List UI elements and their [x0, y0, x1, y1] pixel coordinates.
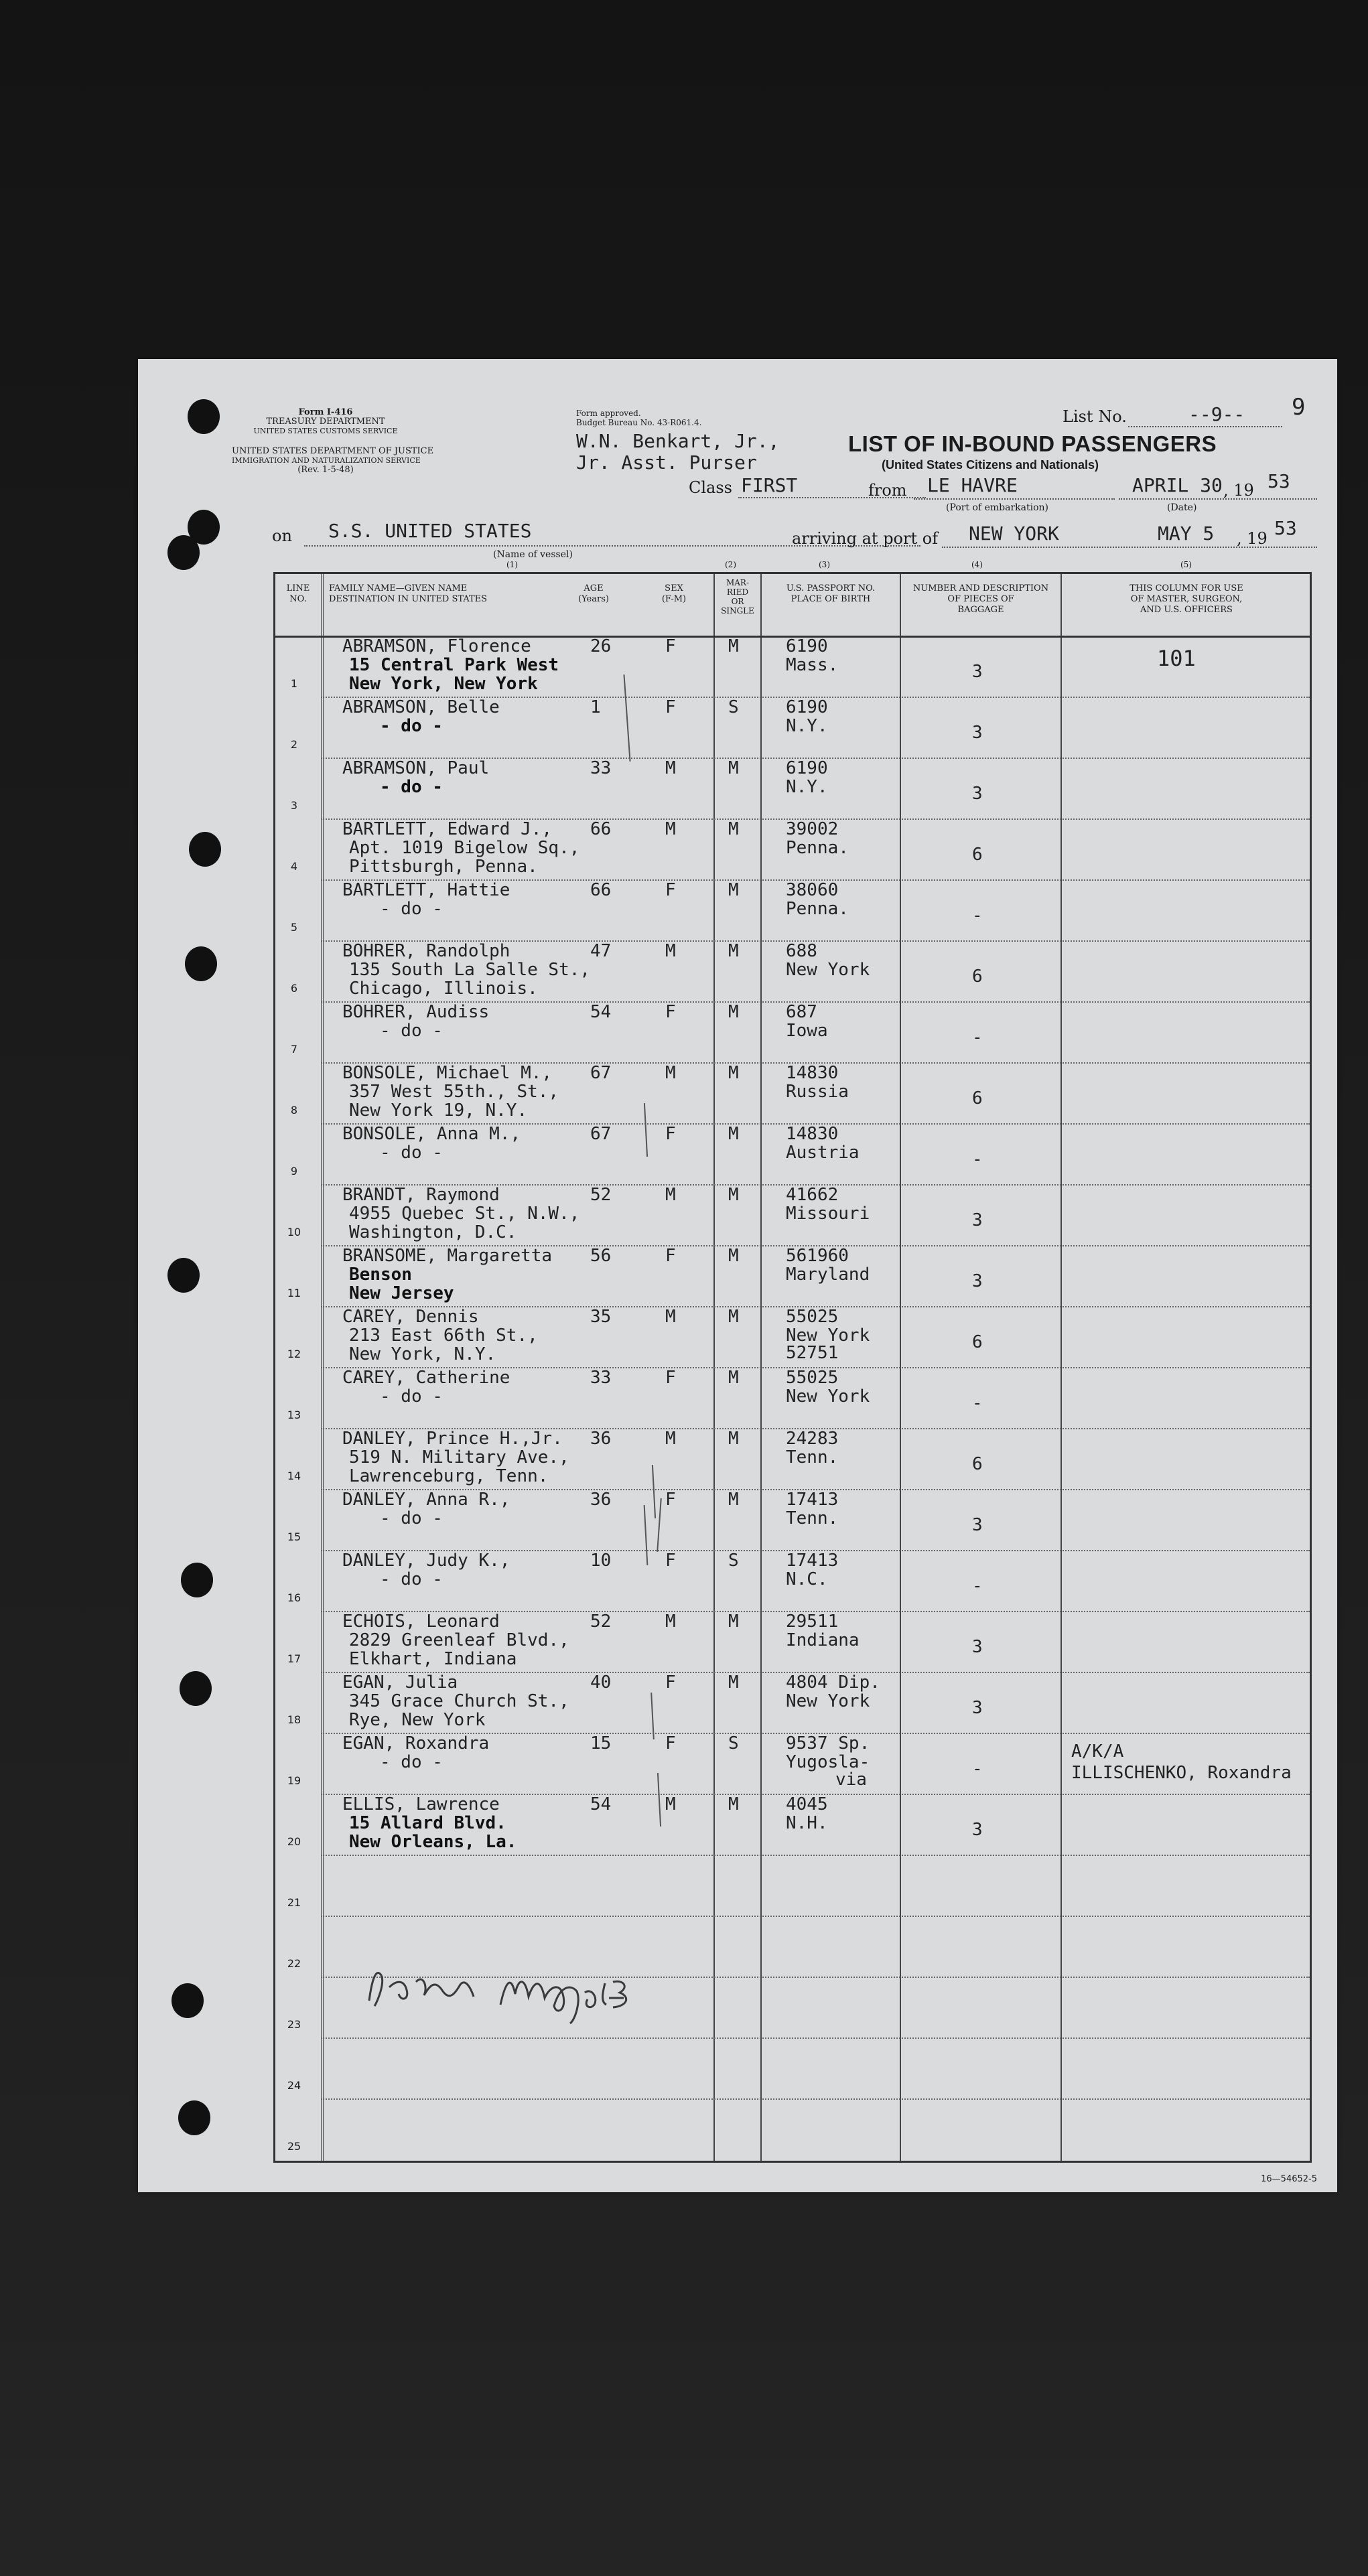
- punch-hole: [181, 1563, 213, 1597]
- passport-number: 38060: [786, 880, 839, 900]
- destination-line-1: - do -: [380, 1386, 443, 1407]
- punch-hole: [178, 2100, 210, 2135]
- passenger-age: 33: [590, 1368, 612, 1388]
- line-number: 11: [287, 1287, 301, 1299]
- passenger-sex: F: [665, 697, 676, 717]
- passport-number: 39002: [786, 819, 839, 839]
- marital-status: M: [728, 1002, 739, 1022]
- destination-line-2: New York, New York: [349, 674, 538, 694]
- dept-ins: IMMIGRATION AND NATURALIZATION SERVICE: [232, 456, 421, 465]
- arrival-year-prefix: , 19: [1237, 529, 1268, 548]
- arriving-label: arriving at port of: [792, 529, 939, 548]
- header-baggage: NUMBER AND DESCRIPTION OF PIECES OF BAGGAGE: [912, 583, 1049, 615]
- passenger-name: DANLEY, Prince H.,Jr.: [342, 1429, 563, 1449]
- passenger-age: 54: [590, 1002, 612, 1022]
- marital-status: M: [728, 1612, 739, 1632]
- manifest-sheet: [138, 359, 1337, 2192]
- passenger-sex: F: [665, 1672, 676, 1693]
- baggage-count: -: [972, 906, 983, 926]
- passenger-age: 15: [590, 1733, 612, 1754]
- passport-number: 17413: [786, 1490, 839, 1510]
- page-number: 9: [1292, 394, 1306, 421]
- baggage-count: 3: [972, 1271, 983, 1291]
- passenger-sex: F: [665, 880, 676, 900]
- place-of-birth: Tenn.: [786, 1447, 839, 1468]
- passenger-name: CAREY, Catherine: [342, 1368, 510, 1388]
- passenger-age: 35: [590, 1307, 612, 1327]
- baggage-count: -: [972, 1149, 983, 1169]
- passport-number: 29511: [786, 1612, 839, 1632]
- passenger-sex: F: [665, 1733, 676, 1754]
- place-of-birth: Iowa: [786, 1021, 828, 1041]
- passenger-sex: F: [665, 1551, 676, 1571]
- passenger-sex: F: [665, 1490, 676, 1510]
- list-no-label: List No.: [1063, 407, 1127, 426]
- place-of-birth: Russia: [786, 1082, 849, 1102]
- marital-status: M: [728, 1429, 739, 1449]
- passenger-age: 47: [590, 941, 612, 961]
- passenger-name: BRANSOME, Margaretta: [342, 1246, 553, 1266]
- passenger-age: 33: [590, 758, 612, 778]
- line-number: 17: [287, 1652, 301, 1665]
- passport-number: 6190: [786, 697, 828, 717]
- passenger-age: 52: [590, 1612, 612, 1632]
- line-number: 13: [287, 1409, 301, 1421]
- line-number: 22: [287, 1957, 301, 1970]
- passport-number: 4804 Dip.: [786, 1672, 880, 1693]
- line-number: 8: [290, 1104, 298, 1117]
- passenger-sex: M: [665, 1794, 676, 1814]
- line-number: 21: [287, 1896, 301, 1909]
- destination-line-1: 519 N. Military Ave.,: [349, 1447, 569, 1468]
- col2-caption: (2): [725, 560, 736, 569]
- line-number: 18: [287, 1713, 301, 1726]
- passport-number: 41662: [786, 1185, 839, 1205]
- arrival-date: MAY 5: [1158, 522, 1215, 545]
- destination-line-1: 357 West 55th., St.,: [349, 1082, 559, 1102]
- passport-number: 55025: [786, 1307, 839, 1327]
- place-of-birth-line-2: 52751: [786, 1343, 839, 1363]
- budget-bureau: Budget Bureau No. 43-R061.4.: [576, 418, 702, 427]
- form-id: Form I-416: [298, 407, 353, 417]
- place-of-birth: Penna.: [786, 838, 849, 858]
- passport-number: 4045: [786, 1794, 828, 1814]
- marital-status: S: [728, 1551, 739, 1571]
- passenger-name: BOHRER, Audiss: [342, 1002, 490, 1022]
- header-age: AGE (Years): [578, 583, 609, 604]
- destination-line-1: 15 Allard Blvd.: [349, 1813, 506, 1833]
- purser-name: W.N. Benkart, Jr.,: [576, 430, 780, 452]
- passenger-age: 67: [590, 1063, 612, 1083]
- class-label: Class: [689, 478, 732, 497]
- baggage-count: 3: [972, 1820, 983, 1840]
- destination-line-1: 345 Grace Church St.,: [349, 1691, 569, 1711]
- passport-number: 561960: [786, 1246, 849, 1266]
- header-officers: THIS COLUMN FOR USE OF MASTER, SURGEON, AND U.S. OFFICERS: [1130, 583, 1243, 615]
- passenger-sex: M: [665, 1429, 676, 1449]
- col3-caption: (3): [819, 560, 830, 569]
- marital-status: M: [728, 819, 739, 839]
- destination-line-2: Rye, New York: [349, 1710, 486, 1730]
- passenger-age: 54: [590, 1794, 612, 1814]
- marital-status: S: [728, 1733, 739, 1754]
- destination-line-1: - do -: [380, 777, 443, 797]
- dept-customs: UNITED STATES CUSTOMS SERVICE: [253, 427, 398, 435]
- line-number: 25: [287, 2140, 301, 2153]
- punch-hole: [188, 399, 220, 434]
- destination-line-2: Chicago, Illinois.: [349, 979, 538, 999]
- passport-number: 6190: [786, 758, 828, 778]
- passenger-age: 36: [590, 1429, 612, 1449]
- punch-hole: [167, 1258, 200, 1293]
- line-number: 7: [290, 1043, 298, 1056]
- marital-status: S: [728, 697, 739, 717]
- on-label: on: [272, 526, 292, 545]
- place-of-birth: N.H.: [786, 1813, 828, 1833]
- baggage-count: 6: [972, 1088, 983, 1108]
- passenger-name: EGAN, Roxandra: [342, 1733, 490, 1754]
- passenger-name: ABRAMSON, Florence: [342, 636, 531, 656]
- line-number: 10: [287, 1226, 301, 1238]
- dept-justice: UNITED STATES DEPARTMENT OF JUSTICE: [232, 446, 434, 456]
- destination-line-1: - do -: [380, 1569, 443, 1589]
- header-line-no: LINE NO.: [286, 583, 310, 604]
- baggage-count: 3: [972, 723, 983, 743]
- port-embark-caption: (Port of embarkation): [946, 502, 1048, 513]
- officer-note: A/K/A: [1071, 1741, 1124, 1762]
- passenger-sex: M: [665, 1612, 676, 1632]
- punch-hole: [180, 1671, 212, 1706]
- passport-number: 688: [786, 941, 817, 961]
- passenger-age: 1: [590, 697, 601, 717]
- line-number: 15: [287, 1530, 301, 1543]
- passenger-age: 40: [590, 1672, 612, 1693]
- passport-number: 55025: [786, 1368, 839, 1388]
- marital-status: M: [728, 1672, 739, 1693]
- passport-number: 14830: [786, 1063, 839, 1083]
- passenger-sex: M: [665, 758, 676, 778]
- destination-line-1: - do -: [380, 899, 443, 919]
- baggage-count: 3: [972, 1637, 983, 1657]
- passenger-sex: M: [665, 1185, 676, 1205]
- passenger-age: 10: [590, 1551, 612, 1571]
- place-of-birth: Austria: [786, 1143, 860, 1163]
- passport-number: 9537 Sp.: [786, 1733, 870, 1754]
- line-number: 9: [290, 1165, 298, 1177]
- col1-caption: (1): [506, 560, 518, 569]
- destination-line-2: New York, N.Y.: [349, 1344, 496, 1364]
- date-caption: (Date): [1167, 502, 1197, 513]
- baggage-count: 3: [972, 1515, 983, 1535]
- arrival-port: NEW YORK: [969, 522, 1059, 545]
- passenger-name: BARTLETT, Hattie: [342, 880, 510, 900]
- passenger-sex: M: [665, 1307, 676, 1327]
- place-of-birth: Tenn.: [786, 1508, 839, 1528]
- passenger-name: DANLEY, Anna R.,: [342, 1490, 510, 1510]
- destination-line-2: New Jersey: [349, 1283, 454, 1303]
- destination-line-2: New Orleans, La.: [349, 1832, 517, 1852]
- place-of-birth: Indiana: [786, 1630, 860, 1650]
- depart-year-prefix: , 19: [1223, 481, 1254, 500]
- passenger-sex: F: [665, 1246, 676, 1266]
- header-married: MAR- RIED OR SINGLE: [721, 578, 754, 616]
- place-of-birth: Yugosla-: [786, 1752, 870, 1772]
- passenger-sex: F: [665, 1124, 676, 1144]
- line-number: 3: [290, 799, 298, 812]
- passenger-age: 66: [590, 819, 612, 839]
- destination-line-1: 15 Central Park West: [349, 655, 559, 675]
- form-footer-code: 16—54652-5: [1261, 2174, 1317, 2184]
- destination-line-1: 213 East 66th St.,: [349, 1326, 538, 1346]
- passport-number: 6190: [786, 636, 828, 656]
- passport-number: 687: [786, 1002, 817, 1022]
- passenger-age: 36: [590, 1490, 612, 1510]
- line-number: 19: [287, 1774, 301, 1787]
- marital-status: M: [728, 1368, 739, 1388]
- depart-date: APRIL 30: [1132, 474, 1223, 496]
- place-of-birth: Penna.: [786, 899, 849, 919]
- passenger-name: BRANDT, Raymond: [342, 1185, 500, 1205]
- line-number: 4: [290, 860, 298, 873]
- marital-status: M: [728, 1124, 739, 1144]
- destination-line-1: Benson: [349, 1265, 412, 1285]
- passenger-sex: M: [665, 1063, 676, 1083]
- line-number: 24: [287, 2079, 301, 2092]
- place-of-birth: Missouri: [786, 1204, 870, 1224]
- line-number: 14: [287, 1470, 301, 1482]
- line-number: 2: [290, 738, 298, 751]
- passenger-name: CAREY, Dennis: [342, 1307, 479, 1327]
- header-passport: U.S. PASSPORT NO. PLACE OF BIRTH: [786, 583, 876, 604]
- baggage-count: -: [972, 1759, 983, 1779]
- form-title: LIST OF IN-BOUND PASSENGERS: [848, 431, 1217, 456]
- from-label: from: [868, 481, 907, 500]
- passenger-name: BOHRER, Randolph: [342, 941, 510, 961]
- vessel-caption: (Name of vessel): [493, 549, 573, 560]
- passenger-name: BONSOLE, Michael M.,: [342, 1063, 553, 1083]
- passenger-name: DANLEY, Judy K.,: [342, 1551, 510, 1571]
- col5-caption: (5): [1180, 560, 1192, 569]
- passport-number: 14830: [786, 1124, 839, 1144]
- purser-title: Jr. Asst. Purser: [576, 451, 757, 474]
- punch-hole: [185, 946, 217, 981]
- place-of-birth-line-2: via: [835, 1770, 867, 1790]
- marital-status: M: [728, 1490, 739, 1510]
- baggage-count: 3: [972, 1210, 983, 1230]
- destination-line-2: Pittsburgh, Penna.: [349, 857, 538, 877]
- line-number: 20: [287, 1835, 301, 1848]
- marital-status: M: [728, 636, 739, 656]
- baggage-count: -: [972, 1393, 983, 1413]
- baggage-count: 6: [972, 1454, 983, 1474]
- form-subtitle: (United States Citizens and Nationals): [882, 458, 1099, 472]
- passenger-name: ABRAMSON, Paul: [342, 758, 490, 778]
- passenger-name: BONSOLE, Anna M.,: [342, 1124, 521, 1144]
- baggage-count: 3: [972, 662, 983, 682]
- place-of-birth: Maryland: [786, 1265, 870, 1285]
- from-port: LE HAVRE: [927, 474, 1018, 496]
- baggage-count: 6: [972, 845, 983, 865]
- marital-status: M: [728, 1794, 739, 1814]
- marital-status: M: [728, 941, 739, 961]
- class-value: FIRST: [741, 474, 798, 496]
- passenger-name: ECHOIS, Leonard: [342, 1612, 500, 1632]
- line-number: 23: [287, 2018, 301, 2031]
- line-number: 5: [290, 921, 298, 934]
- baggage-count: 6: [972, 967, 983, 987]
- marital-status: M: [728, 1185, 739, 1205]
- header-sex: SEX (F-M): [661, 583, 687, 604]
- officer-note: 101: [1157, 646, 1196, 671]
- baggage-count: -: [972, 1027, 983, 1048]
- marital-status: M: [728, 880, 739, 900]
- place-of-birth: N.Y.: [786, 777, 828, 797]
- marital-status: M: [728, 1246, 739, 1266]
- vessel-name: S.S. UNITED STATES: [328, 520, 532, 542]
- marital-status: M: [728, 1063, 739, 1083]
- officer-note-line-2: ILLISCHENKO, Roxandra: [1071, 1763, 1292, 1783]
- line-number: 1: [290, 677, 298, 690]
- place-of-birth: New York: [786, 960, 870, 980]
- inspector-signature: [342, 1940, 744, 2027]
- form-approved: Form approved.: [576, 409, 641, 418]
- punch-hole: [172, 1983, 204, 2018]
- place-of-birth: Mass.: [786, 655, 839, 675]
- destination-line-1: 4955 Quebec St., N.W.,: [349, 1204, 580, 1224]
- place-of-birth: N.Y.: [786, 716, 828, 736]
- place-of-birth: New York: [786, 1386, 870, 1407]
- passenger-name: ELLIS, Lawrence: [342, 1794, 500, 1814]
- arrival-year: 53: [1274, 517, 1297, 539]
- passenger-sex: F: [665, 1368, 676, 1388]
- baggage-count: 3: [972, 1698, 983, 1718]
- passenger-table: [273, 572, 1312, 2163]
- destination-line-1: Apt. 1019 Bigelow Sq.,: [349, 838, 580, 858]
- place-of-birth: N.C.: [786, 1569, 828, 1589]
- line-number: 12: [287, 1348, 301, 1360]
- passport-number: 24283: [786, 1429, 839, 1449]
- passenger-name: BARTLETT, Edward J.,: [342, 819, 553, 839]
- passport-number: 17413: [786, 1551, 839, 1571]
- destination-line-1: - do -: [380, 1021, 443, 1041]
- destination-line-1: 2829 Greenleaf Blvd.,: [349, 1630, 569, 1650]
- punch-hole: [189, 832, 221, 867]
- passenger-age: 67: [590, 1124, 612, 1144]
- destination-line-2: Lawrenceburg, Tenn.: [349, 1466, 549, 1486]
- passenger-age: 26: [590, 636, 612, 656]
- col4-caption: (4): [971, 560, 983, 569]
- destination-line-2: New York 19, N.Y.: [349, 1100, 528, 1121]
- punch-hole: [167, 535, 200, 570]
- line-number: 6: [290, 982, 298, 995]
- form-rev: (Rev. 1-5-48): [297, 465, 354, 475]
- passenger-age: 56: [590, 1246, 612, 1266]
- destination-line-1: 135 South La Salle St.,: [349, 960, 591, 980]
- destination-line-1: - do -: [380, 1752, 443, 1772]
- destination-line-1: - do -: [380, 1143, 443, 1163]
- passenger-name: ABRAMSON, Belle: [342, 697, 500, 717]
- place-of-birth: New York: [786, 1691, 870, 1711]
- baggage-count: 6: [972, 1332, 983, 1352]
- header-name: FAMILY NAME—GIVEN NAME DESTINATION IN UNITED STATES: [329, 583, 488, 604]
- dept-treasury: TREASURY DEPARTMENT: [266, 417, 385, 427]
- passenger-name: EGAN, Julia: [342, 1672, 458, 1693]
- marital-status: M: [728, 758, 739, 778]
- passenger-age: 66: [590, 880, 612, 900]
- baggage-count: 3: [972, 784, 983, 804]
- line-number: 16: [287, 1591, 301, 1604]
- list-no-value: --9--: [1188, 403, 1245, 425]
- destination-line-2: Elkhart, Indiana: [349, 1649, 517, 1669]
- passenger-sex: M: [665, 819, 676, 839]
- passenger-age: 52: [590, 1185, 612, 1205]
- passenger-sex: F: [665, 1002, 676, 1022]
- depart-year: 53: [1268, 470, 1290, 492]
- marital-status: M: [728, 1307, 739, 1327]
- passenger-sex: F: [665, 636, 676, 656]
- passenger-sex: M: [665, 941, 676, 961]
- destination-line-1: - do -: [380, 716, 443, 736]
- place-of-birth: New York: [786, 1326, 870, 1346]
- baggage-count: -: [972, 1576, 983, 1596]
- destination-line-2: Washington, D.C.: [349, 1222, 517, 1242]
- destination-line-1: - do -: [380, 1508, 443, 1528]
